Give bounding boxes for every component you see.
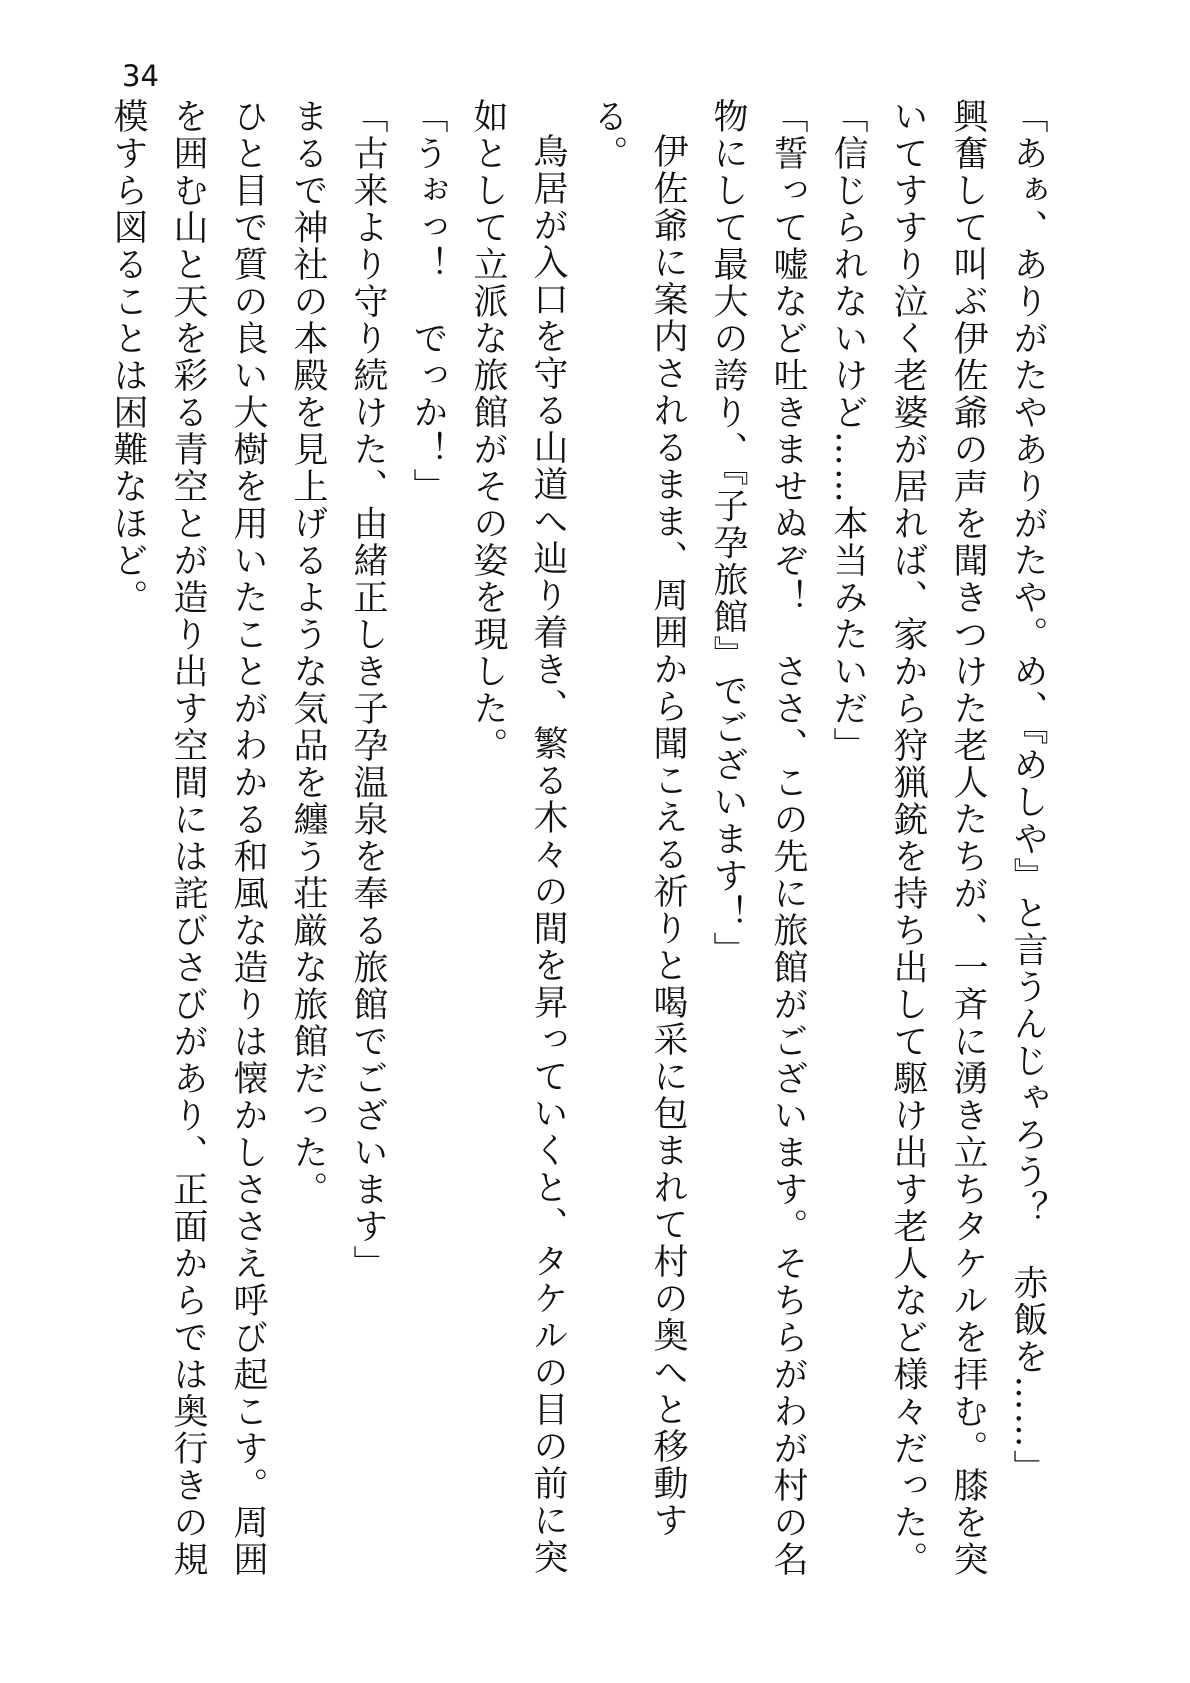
text-line: 模すら図ることは困難なほど。 xyxy=(108,98,148,616)
text-line: いてすすり泣く老婆が居れば、家から狩猟銃を持ち出して駆け出す老人など様々だった。 xyxy=(888,98,928,1578)
text-line: 「古来より守り続けた、由緒正しき子孕温泉を奉る旅館でございます」 xyxy=(348,98,388,1282)
text-line: 「うぉっ！ でっか！」 xyxy=(408,98,448,505)
text-line: 「あぁ、ありがたやありがたや。め、『めしや』と言うんじゃろう？ 赤飯を……」 xyxy=(1008,98,1048,1487)
text-line: 「信じられないけど……本当みたいだ」 xyxy=(828,98,868,764)
text-line: を囲む山と天を彩る青空とが造り出す空間には詫びさびがあり、正面からでは奥行きの規 xyxy=(168,98,208,1578)
text-line: 「誓って嘘など吐きませぬぞ！ ささ、この先に旅館がございます。そちらがわが村の名 xyxy=(768,98,808,1578)
text-line: 伊佐爺に案内されるまま、周囲から聞こえる祈りと喝采に包まれて村の奥へと移動す xyxy=(648,133,688,1539)
text-line: まるで神社の本殿を見上げるような気品を纏う荘厳な旅館だった。 xyxy=(288,98,328,1208)
text-line: 物にして最大の誇り、『子孕旅館』でございます！」 xyxy=(708,98,748,969)
text-line: る。 xyxy=(588,98,628,172)
text-line: 興奮して叫ぶ伊佐爺の声を聞きつけた老人たちが、一斉に湧き立ちタケルを拝む。膝を突 xyxy=(948,98,988,1578)
text-line: 鳥居が入口を守る山道へ辿り着き、繁る木々の間を昇っていくと、タケルの目の前に突 xyxy=(528,133,568,1576)
text-line: ひと目で質の良い大樹を用いたことがわかる和風な造りは懐かしささえ呼び起こす。周囲 xyxy=(228,98,268,1578)
page-number: 34 xyxy=(122,59,159,93)
text-line: 如として立派な旅館がその姿を現した。 xyxy=(468,98,508,764)
body-text xyxy=(98,98,1058,1606)
